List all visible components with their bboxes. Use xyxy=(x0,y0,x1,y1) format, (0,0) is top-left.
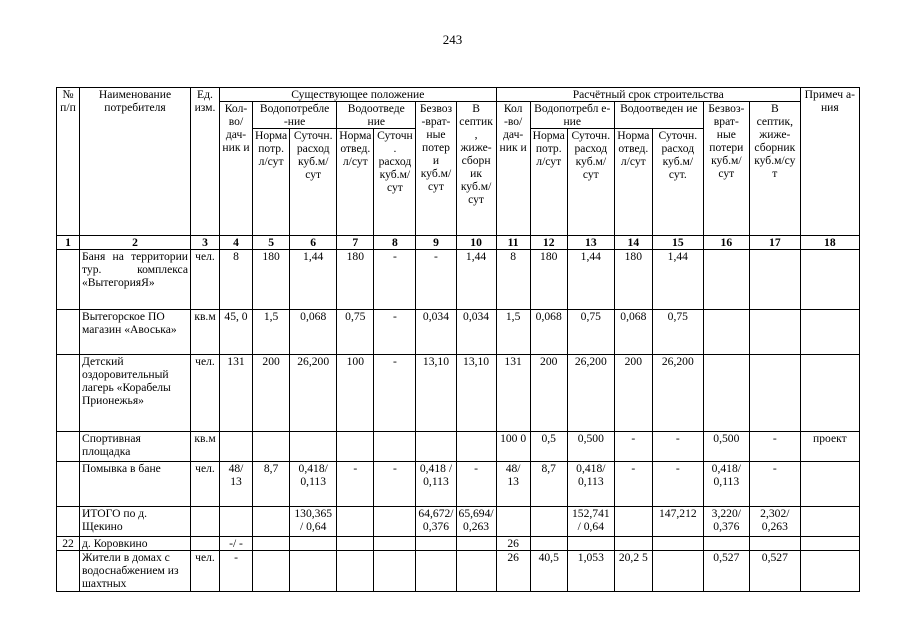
table-cell: чел. xyxy=(191,462,220,507)
table-cell: 8 xyxy=(220,250,253,310)
table-cell: 1,5 xyxy=(496,310,530,355)
table-cell: 40,5 xyxy=(530,551,567,592)
col-number: 1 xyxy=(57,236,80,250)
col-number: 15 xyxy=(652,236,703,250)
header-unit: Ед. изм. xyxy=(191,88,220,236)
table-cell: 65,694/ 0,263 xyxy=(456,507,496,537)
header-num: № п/п xyxy=(57,88,80,236)
table-cell: 3,220/ 0,376 xyxy=(703,507,749,537)
table-cell: 0,500 xyxy=(703,432,749,462)
table-cell: 100 0 xyxy=(496,432,530,462)
col-number: 11 xyxy=(496,236,530,250)
table-cell: 48/ 13 xyxy=(220,462,253,507)
table-cell xyxy=(290,432,337,462)
table-cell: 26,200 xyxy=(567,355,614,432)
table-cell xyxy=(220,432,253,462)
table-cell: 64,672/ 0,376 xyxy=(416,507,456,537)
table-cell: 26,200 xyxy=(652,355,703,432)
table-cell: 2,302/ 0,263 xyxy=(749,507,800,537)
col-number: 9 xyxy=(416,236,456,250)
table-cell xyxy=(290,551,337,592)
table-cell: 48/ 13 xyxy=(496,462,530,507)
header-existing: Существующее положение xyxy=(220,88,497,102)
table-body xyxy=(57,250,860,592)
col-number: 10 xyxy=(456,236,496,250)
col-number: 2 xyxy=(80,236,191,250)
row-number-cell xyxy=(57,310,80,355)
table-cell xyxy=(567,537,614,551)
table-cell xyxy=(703,355,749,432)
header-daily-disposal-planned: Суточн. расход куб.м/ сут. xyxy=(652,129,703,236)
table-cell xyxy=(253,551,290,592)
col-number: 12 xyxy=(530,236,567,250)
table-cell xyxy=(456,537,496,551)
table-cell: 0,75 xyxy=(567,310,614,355)
header-daily-consumption: Суточн. расход куб.м/ сут xyxy=(290,129,337,236)
col-number: 17 xyxy=(749,236,800,250)
table-cell: 0,75 xyxy=(652,310,703,355)
header-septic: В септик , жиже- сборн ик куб.м/ сут xyxy=(456,102,496,236)
table-cell xyxy=(337,537,374,551)
table-cell: 0,418 / 0,113 xyxy=(416,462,456,507)
table-cell: 0,5 xyxy=(530,432,567,462)
table-cell: 8,7 xyxy=(253,462,290,507)
header-water-consumption: Водопотребле -ние xyxy=(253,102,337,129)
table-cell: - xyxy=(374,250,416,310)
table-cell: 13,10 xyxy=(456,355,496,432)
table-cell xyxy=(800,507,859,537)
table-cell xyxy=(191,537,220,551)
table-cell: 1,44 xyxy=(290,250,337,310)
consumer-name-cell: Спортивная площадка xyxy=(80,432,191,462)
consumer-name-cell: Жители в домах с водоснабжением из шахтных xyxy=(80,551,191,592)
table-cell: 100 xyxy=(337,355,374,432)
table-cell: - xyxy=(337,462,374,507)
table-cell xyxy=(374,432,416,462)
table-cell xyxy=(496,507,530,537)
table-cell: - xyxy=(749,432,800,462)
table-cell: кв.м xyxy=(191,310,220,355)
col-number: 14 xyxy=(614,236,652,250)
table-cell: 1,44 xyxy=(652,250,703,310)
table-row xyxy=(57,310,860,355)
table-cell: 0,75 xyxy=(337,310,374,355)
table-cell: 180 xyxy=(253,250,290,310)
table-cell xyxy=(416,551,456,592)
col-number: 18 xyxy=(800,236,859,250)
header-norm-disposal-planned: Норма отвед. л/сут xyxy=(614,129,652,236)
table-cell xyxy=(253,537,290,551)
table-cell xyxy=(374,507,416,537)
table-cell xyxy=(416,432,456,462)
table-row xyxy=(57,462,860,507)
col-number: 16 xyxy=(703,236,749,250)
header-qty: Кол-во/ дач-ник и xyxy=(220,102,253,236)
table-cell: - xyxy=(614,432,652,462)
consumer-name-cell: д. Коровкино xyxy=(80,537,191,551)
table-cell: 180 xyxy=(530,250,567,310)
table-cell: 0,500 xyxy=(567,432,614,462)
table-cell: 8,7 xyxy=(530,462,567,507)
table-cell: 0,527 xyxy=(703,551,749,592)
col-number: 13 xyxy=(567,236,614,250)
table-cell xyxy=(337,432,374,462)
row-number-cell: 22 xyxy=(57,537,80,551)
table-cell: чел. xyxy=(191,355,220,432)
table-cell xyxy=(337,551,374,592)
col-number: 7 xyxy=(337,236,374,250)
consumer-name-cell: Помывка в бане xyxy=(80,462,191,507)
table-cell: 26 xyxy=(496,537,530,551)
row-number-cell xyxy=(57,551,80,592)
table-cell xyxy=(800,310,859,355)
table-cell: 131 xyxy=(496,355,530,432)
table-cell: 0,418/ 0,113 xyxy=(703,462,749,507)
table-cell xyxy=(290,537,337,551)
table-cell: 1,053 xyxy=(567,551,614,592)
table-cell: - xyxy=(652,432,703,462)
table-cell xyxy=(614,537,652,551)
table-cell: 180 xyxy=(337,250,374,310)
table-cell: 0,068 xyxy=(290,310,337,355)
table-cell: 180 xyxy=(614,250,652,310)
table-row xyxy=(57,537,860,551)
header-water-disposal-planned: Водоотведен ие xyxy=(614,102,703,129)
header-qty-planned: Кол -во/ дач- ник и xyxy=(496,102,530,236)
table-cell xyxy=(703,250,749,310)
table-cell xyxy=(456,432,496,462)
consumer-name-cell: Вытегорское ПО магазин «Авоська» xyxy=(80,310,191,355)
table-row xyxy=(57,551,860,592)
table-cell: чел. xyxy=(191,250,220,310)
table-cell xyxy=(800,462,859,507)
row-number-cell xyxy=(57,507,80,537)
table-cell: чел. xyxy=(191,551,220,592)
table-cell xyxy=(703,310,749,355)
table-cell xyxy=(800,537,859,551)
table-cell: 1,44 xyxy=(567,250,614,310)
table-row xyxy=(57,507,860,537)
table-cell: 0,068 xyxy=(530,310,567,355)
table-cell: - xyxy=(374,355,416,432)
header-consumer: Наименование потребителя xyxy=(80,88,191,236)
table-cell: - xyxy=(749,462,800,507)
header-norm-consumption-planned: Норма потр. л/сут xyxy=(530,129,567,236)
table-cell: 20,2 5 xyxy=(614,551,652,592)
table-row xyxy=(57,355,860,432)
table-cell: 0,527 xyxy=(749,551,800,592)
table-cell: 1,5 xyxy=(253,310,290,355)
table-cell xyxy=(530,537,567,551)
table-cell: 131 xyxy=(220,355,253,432)
row-number-cell xyxy=(57,432,80,462)
row-number-cell xyxy=(57,250,80,310)
header-note: Примеч а-ния xyxy=(800,88,859,236)
table-cell xyxy=(703,537,749,551)
table-cell xyxy=(800,250,859,310)
table-row xyxy=(57,432,860,462)
table-cell: 0,034 xyxy=(416,310,456,355)
table-cell: 152,741 / 0,64 xyxy=(567,507,614,537)
table-cell: - xyxy=(456,462,496,507)
header-water-consumption-planned: Водопотребл е-ние xyxy=(530,102,614,129)
column-number-row xyxy=(57,236,860,250)
table-cell: 0,034 xyxy=(456,310,496,355)
header-daily-disposal: Суточн . расход куб.м/ сут xyxy=(374,129,416,236)
col-number: 8 xyxy=(374,236,416,250)
consumers-table xyxy=(56,87,860,592)
table-cell: - xyxy=(416,250,456,310)
table-cell xyxy=(800,355,859,432)
col-number: 6 xyxy=(290,236,337,250)
table-row xyxy=(57,250,860,310)
table-cell: 1,44 xyxy=(456,250,496,310)
table-cell: 8 xyxy=(496,250,530,310)
table-cell: 130,365 / 0,64 xyxy=(290,507,337,537)
header-irrecoverable-planned: Безвоз- врат- ные потери куб.м/ сут xyxy=(703,102,749,236)
table-cell: - xyxy=(652,462,703,507)
table-cell: 0,068 xyxy=(614,310,652,355)
table-cell: 45, 0 xyxy=(220,310,253,355)
header-row-1 xyxy=(57,88,860,102)
table-cell: 0,418/ 0,113 xyxy=(290,462,337,507)
table-cell xyxy=(749,537,800,551)
table-cell xyxy=(652,551,703,592)
table-cell xyxy=(749,250,800,310)
page-number: 243 xyxy=(442,32,463,47)
table-cell: 26 xyxy=(496,551,530,592)
table-cell: 147,212 xyxy=(652,507,703,537)
consumer-name-cell: ИТОГО по д. Щекино xyxy=(80,507,191,537)
table-cell: 200 xyxy=(614,355,652,432)
table-cell xyxy=(253,432,290,462)
table-cell xyxy=(530,507,567,537)
table-cell xyxy=(337,507,374,537)
table-cell xyxy=(416,537,456,551)
table-cell xyxy=(614,507,652,537)
table-cell: - xyxy=(614,462,652,507)
col-number: 5 xyxy=(253,236,290,250)
header-daily-consumption-planned: Суточн. расход куб.м/ сут xyxy=(567,129,614,236)
table-cell xyxy=(800,551,859,592)
table-cell xyxy=(374,537,416,551)
header-norm-consumption: Норма потр. л/сут xyxy=(253,129,290,236)
table-cell xyxy=(220,507,253,537)
table-cell xyxy=(191,507,220,537)
table-cell: кв.м xyxy=(191,432,220,462)
table-cell xyxy=(749,355,800,432)
table-cell xyxy=(652,537,703,551)
header-norm-disposal: Норма отвед. л/сут xyxy=(337,129,374,236)
table-cell: 26,200 xyxy=(290,355,337,432)
table-cell xyxy=(374,551,416,592)
table-cell: 200 xyxy=(530,355,567,432)
table-cell xyxy=(456,551,496,592)
consumer-name-cell: Детский оздоровительный лагерь «Корабелы Прионежья» xyxy=(80,355,191,432)
consumer-name-cell: Баня на территории тур. комплекса «ВытегорияЯ» xyxy=(80,250,191,310)
header-water-disposal: Водоотведе ние xyxy=(337,102,416,129)
table-cell: - xyxy=(374,462,416,507)
row-number-cell xyxy=(57,462,80,507)
table-cell: проект xyxy=(800,432,859,462)
col-number: 4 xyxy=(220,236,253,250)
table-cell xyxy=(749,310,800,355)
table-cell: - xyxy=(374,310,416,355)
header-septic-planned: В септик, жиже- сборник куб.м/су т xyxy=(749,102,800,236)
row-number-cell xyxy=(57,355,80,432)
col-number: 3 xyxy=(191,236,220,250)
table-cell xyxy=(253,507,290,537)
header-planned: Расчётный срок строительства xyxy=(496,88,800,102)
table-cell: 200 xyxy=(253,355,290,432)
table-cell: 0,418/ 0,113 xyxy=(567,462,614,507)
table-cell: -/ - xyxy=(220,537,253,551)
table-cell: 13,10 xyxy=(416,355,456,432)
table-cell: - xyxy=(220,551,253,592)
header-irrecoverable: Безвоз -врат- ные потер и куб.м/ сут xyxy=(416,102,456,236)
